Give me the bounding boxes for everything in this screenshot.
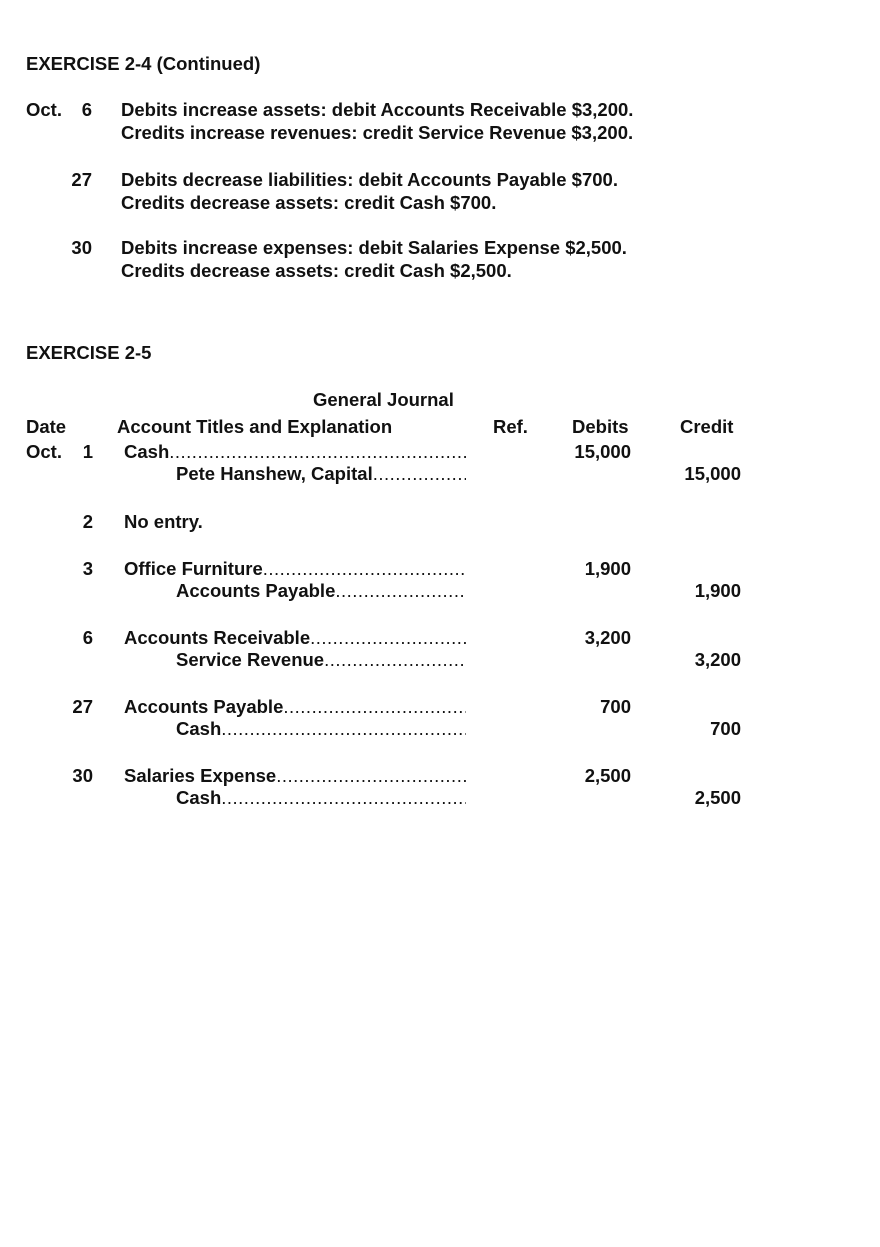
entry-line: Debits increase expenses: debit Salaries Expense $2,500. (121, 237, 627, 258)
credit-account-name: Cash (176, 718, 222, 739)
entry-line: Debits decrease liabilities: debit Accounts Payable $700. (121, 169, 618, 190)
dot-leader (169, 441, 466, 463)
entry-line: Credits decrease assets: credit Cash $700. (121, 192, 497, 213)
entry-line: Debits increase assets: debit Accounts Receivable $3,200. (121, 99, 634, 120)
dot-leader (373, 463, 466, 485)
debit-amount: 15,000 (574, 441, 631, 462)
entry-day: 30 (71, 237, 92, 258)
debit-amount: 1,900 (584, 558, 631, 579)
header-credit: Credit (680, 416, 734, 437)
debit-account-name: Salaries Expense (124, 765, 277, 786)
entry-day: 6 (82, 627, 93, 648)
entry-day: 6 (81, 99, 92, 120)
dot-leader (263, 558, 466, 580)
credit-account-name: Cash (176, 787, 222, 808)
entry-day: 27 (71, 169, 92, 190)
debit-amount: 700 (600, 696, 631, 717)
credit-amount: 1,900 (694, 580, 741, 601)
credit-amount: 700 (710, 718, 741, 739)
credit-amount: 2,500 (694, 787, 741, 808)
debit-account-row (124, 441, 466, 463)
entry-line: Credits increase revenues: credit Service Revenue $3,200. (121, 122, 634, 143)
debit-account-row (124, 558, 466, 580)
journal-title: General Journal (313, 389, 454, 410)
debit-amount: 3,200 (584, 627, 631, 648)
debit-account-row (124, 696, 466, 718)
exercise-2-5-title: EXERCISE 2-5 (26, 342, 152, 363)
credit-account-name: Accounts Payable (176, 580, 336, 601)
dot-leader (221, 718, 466, 740)
dot-leader (283, 696, 466, 718)
debit-account-name: Accounts Payable (124, 696, 284, 717)
debit-account-name: Office Furniture (124, 558, 263, 579)
entry-line: Credits decrease assets: credit Cash $2,500. (121, 260, 512, 281)
entry-day: 1 (82, 441, 93, 462)
header-date: Date (26, 416, 67, 437)
exercise-2-4-title: EXERCISE 2-4 (Continued) (26, 53, 261, 74)
dot-leader (221, 787, 466, 809)
credit-account-row (176, 718, 466, 740)
entry-day: 2 (82, 511, 93, 532)
credit-account-row (176, 649, 466, 671)
header-ref: Ref. (493, 416, 528, 437)
credit-account-name: Service Revenue (176, 649, 325, 670)
header-debits: Debits (572, 416, 629, 437)
debit-account-name: Accounts Receivable (124, 627, 311, 648)
dot-leader (276, 765, 466, 787)
debit-account-row (124, 627, 466, 649)
entry-day: 30 (72, 765, 93, 786)
entry-month: Oct. (26, 441, 62, 462)
entry-note: No entry. (124, 511, 203, 532)
entry-day: 3 (82, 558, 93, 579)
credit-account-row (176, 787, 466, 809)
dot-leader (335, 580, 466, 602)
debit-amount: 2,500 (584, 765, 631, 786)
entry-month: Oct. (26, 99, 62, 120)
credit-account-name: Pete Hanshew, Capital (176, 463, 373, 484)
credit-account-row (176, 463, 466, 485)
entry-day: 27 (72, 696, 93, 717)
credit-amount: 3,200 (694, 649, 741, 670)
header-account: Account Titles and Explanation (117, 416, 393, 437)
dot-leader (324, 649, 466, 671)
credit-amount: 15,000 (684, 463, 741, 484)
credit-account-row (176, 580, 466, 602)
debit-account-name: Cash (124, 441, 170, 462)
dot-leader (310, 627, 466, 649)
debit-account-row (124, 765, 466, 787)
